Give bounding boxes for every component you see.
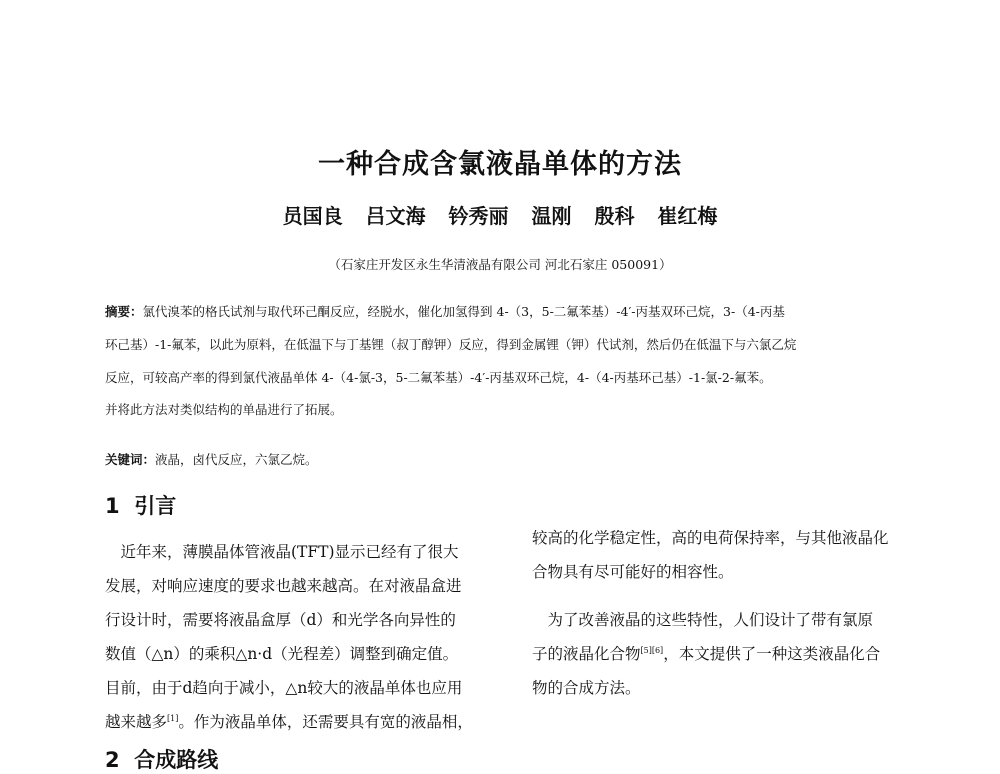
author-name: 钤秀丽 xyxy=(448,204,509,228)
author-name: 吕文海 xyxy=(365,204,426,228)
body-line xyxy=(532,642,932,664)
keywords-label: 关键词： xyxy=(105,452,156,467)
citation-ref: [5][6] xyxy=(640,645,664,655)
body-line: 物的合成方法。 xyxy=(532,679,641,697)
section-title: 引言 xyxy=(134,494,177,518)
section-title: 合成路线 xyxy=(134,748,219,772)
body-line: 近年来，薄膜晶体管液晶(TFT)显示已经有了很大 xyxy=(105,543,459,561)
citation-ref: [1] xyxy=(167,713,179,723)
section-number: 1 xyxy=(105,494,120,518)
section-number: 2 xyxy=(105,748,120,772)
author-name: 温刚 xyxy=(531,204,572,228)
abstract-line: 环己基）-1-氟苯，以此为原料，在低温下与丁基锂（叔丁醇钾）反应，得到金属锂（钾）代试剂，然后仍在低温下与六氯乙烷 xyxy=(105,337,797,352)
abstract-line: 反应，可较高产率的得到氯代液晶单体 4-（4-氯-3，5-二氟苯基）-4′-丙基双环己烷，4-（4-丙基环己基）-1-氯-2-氟苯。 xyxy=(105,370,772,385)
body-line: 较高的化学稳定性，高的电荷保持率，与其他液晶化 xyxy=(532,529,889,547)
body-line: 数值（△n）的乘积△n·d（光程差）调整到确定值。 xyxy=(105,645,459,663)
section-heading xyxy=(105,744,218,774)
body-text: ，本文提供了一种这类液晶化合 xyxy=(663,645,881,663)
abstract-line: 并将此方法对类似结构的单晶进行了拓展。 xyxy=(105,402,343,417)
body-line: 发展，对响应速度的要求也越来越高。在对液晶盒进 xyxy=(105,577,462,595)
affiliation: （石家庄开发区永生华清液晶有限公司 河北石家庄 050091） xyxy=(328,257,672,272)
author-name: 崔红梅 xyxy=(657,204,718,228)
abstract-label: 摘要： xyxy=(105,304,143,319)
body-text: 越来越多 xyxy=(105,713,168,731)
section-heading xyxy=(105,490,176,520)
author-name: 员国良 xyxy=(282,204,343,228)
paper-title: 一种合成含氯液晶单体的方法 xyxy=(318,149,682,180)
body-line: 行设计时，需要将液晶盒厚（d）和光学各向异性的 xyxy=(105,611,456,629)
body-line: 为了改善液晶的这些特性，人们设计了带有氯原 xyxy=(532,611,874,629)
abstract-text: 氯代溴苯的格氏试剂与取代环己酮反应，经脱水，催化加氢得到 4-（3，5-二氟苯基）-4′-丙基双环己烷，3-（4-丙基 xyxy=(142,304,785,319)
keywords xyxy=(105,450,318,468)
body-text: 。作为液晶单体，还需要具有宽的液晶相， xyxy=(178,713,473,731)
author-name: 殷科 xyxy=(594,204,635,228)
author-list xyxy=(0,200,1000,229)
abstract-line xyxy=(105,302,925,320)
keywords-text: 液晶，卤代反应，六氯乙烷。 xyxy=(155,452,318,467)
body-line xyxy=(105,710,505,732)
body-text: 子的液晶化合物 xyxy=(532,645,641,663)
body-line: 合物具有尽可能好的相容性。 xyxy=(532,563,734,581)
body-line: 目前，由于d趋向于减小，△n较大的液晶单体也应用 xyxy=(105,679,463,697)
